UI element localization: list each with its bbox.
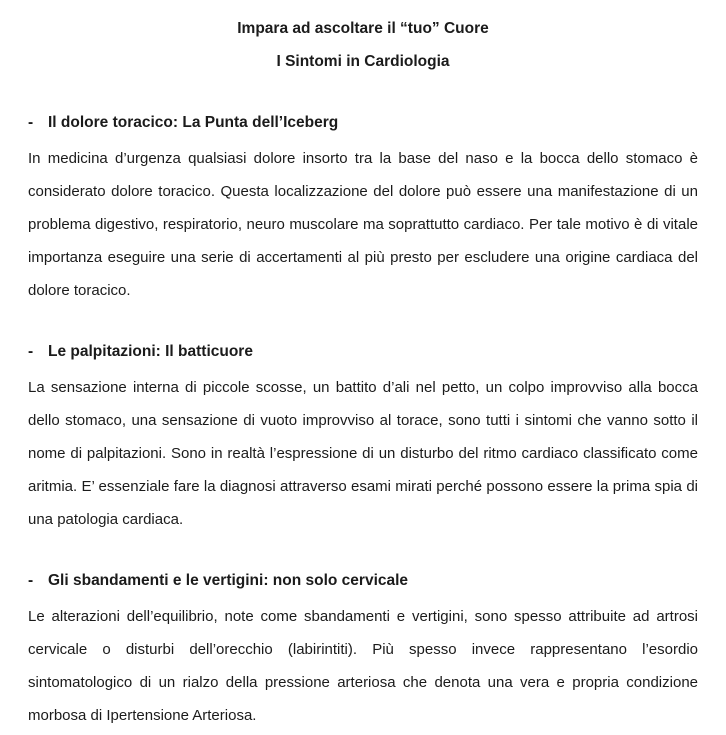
section-palpitations xyxy=(28,335,698,536)
section-heading-row xyxy=(28,106,698,139)
document-subtitle: I Sintomi in Cardiologia xyxy=(276,53,450,70)
document-title: Impara ad ascoltare il “tuo” Cuore xyxy=(237,20,489,37)
section-heading-row xyxy=(28,564,698,597)
section-heading: Le palpitazioni: Il batticuore xyxy=(48,343,253,360)
section-body: La sensazione interna di piccole scosse, un battito d’ali nel petto, un colpo improvviso alla bocca dello stomaco, una sensazione di vuoto improvviso al torace, sono tutti i sintomi che vanno sotto il nome di palpitazioni. Sono in realtà l’espressione di un disturbo del ritmo cardiaco classificato come aritmia. E’ essenziale fare la diagnosi attraverso esami mirati perché possono essere la prima spia di una patologia cardiaca. xyxy=(28,379,698,528)
section-vertigo xyxy=(28,564,698,732)
section-heading: Gli sbandamenti e le vertigini: non solo cervicale xyxy=(48,572,409,589)
list-dash: - xyxy=(28,572,34,589)
list-dash: - xyxy=(28,343,34,360)
section-body: In medicina d’urgenza qualsiasi dolore insorto tra la base del naso e la bocca dello stomaco è considerato dolore toracico. Questa localizzazione del dolore può essere una manifestazione di un problema digestivo, respiratorio, neuro muscolare ma soprattutto cardiaco. Per tale motivo è di vitale importanza eseguire una serie di accertamenti al più presto per escludere una origine cardiaca del dolore toracico. xyxy=(28,150,698,299)
section-chest-pain xyxy=(28,106,698,307)
section-heading-row xyxy=(28,335,698,368)
section-body: Le alterazioni dell’equilibrio, note come sbandamenti e vertigini, sono spesso attribuite ad artrosi cervicale o disturbi dell’orecchio (labirintiti). Più spesso invece rappresentano l’esordio sintomatologico di un rialzo della pressione arteriosa che denota una vera e propria condizione morbosa di Ipertensione Arteriosa. xyxy=(28,608,698,724)
section-heading: Il dolore toracico: La Punta dell’Iceberg xyxy=(48,114,339,131)
list-dash: - xyxy=(28,114,34,131)
